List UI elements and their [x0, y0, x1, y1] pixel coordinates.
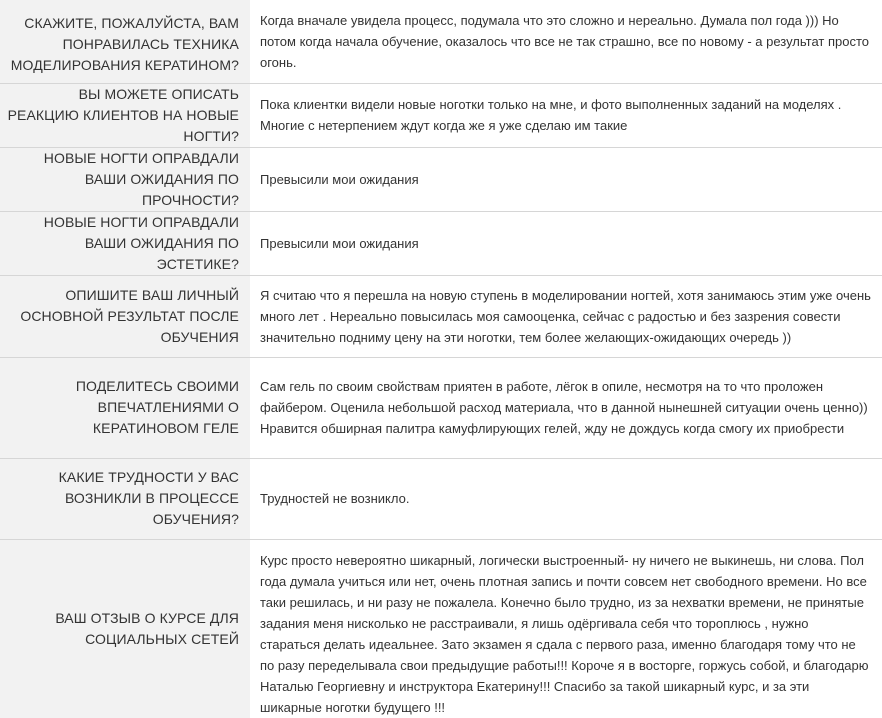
answer-cell: Когда вначале увидела процесс, подумала что это сложно и нереально. Думала пол года ))) Но потом когда начала обучение, оказалось что все не так страшно, все по новому - а результат просто огонь. — [250, 0, 882, 83]
table-row — [0, 147, 882, 211]
answer-cell: Сам гель по своим свойствам приятен в работе, лёгок в опиле, несмотря на то что проложен файбером. Оценила небольшой расход материала, что в данной нынешней ситуации очень ценно)) Нравится обширная палитра камуфлирующих гелей, жду не дождусь когда смогу их приобрести — [250, 357, 882, 458]
table-row — [0, 539, 882, 718]
table-row — [0, 0, 882, 83]
question-cell: КАКИЕ ТРУДНОСТИ У ВАС ВОЗНИКЛИ В ПРОЦЕССЕ ОБУЧЕНИЯ? — [0, 458, 250, 539]
question-cell: СКАЖИТЕ, ПОЖАЛУЙСТА, ВАМ ПОНРАВИЛАСЬ ТЕХНИКА МОДЕЛИРОВАНИЯ КЕРАТИНОМ? — [0, 0, 250, 83]
table-row — [0, 458, 882, 539]
answer-cell: Курс просто невероятно шикарный, логически выстроенный- ну ничего не выкинешь, ни слова. Пол года думала учиться или нет, очень плотная запись и почти совсем нет свободного времени. Но все таки решилась, и ни разу не пожалела. Конечно было трудно, из за нехватки времени, не принятые задания меня нисколько не расстраивали, я лишь одёргивала себя что тороплюсь , нужно стараться делать идеальнее. Зато экзамен я сдала с первого раза, именно благодаря тому что не по разу переделывала свои предыдущие работы!!! Короче я в восторге, горжусь собой, и благодарю Наталью Георгиевну и инструктора Екатерину!!! Спасибо за такой шикарный курс, и за эти шикарные ноготки будущего !!! — [250, 539, 882, 718]
table-row — [0, 357, 882, 458]
question-cell: НОВЫЕ НОГТИ ОПРАВДАЛИ ВАШИ ОЖИДАНИЯ ПО ПРОЧНОСТИ? — [0, 147, 250, 211]
table-row — [0, 83, 882, 147]
question-cell: ВЫ МОЖЕТЕ ОПИСАТЬ РЕАКЦИЮ КЛИЕНТОВ НА НОВЫЕ НОГТИ? — [0, 83, 250, 147]
answer-cell: Пока клиентки видели новые ноготки только на мне, и фото выполненных заданий на моделях . Многие с нетерпением ждут когда же я уже сделаю им такие — [250, 83, 882, 147]
answer-cell: Превысили мои ожидания — [250, 147, 882, 211]
answer-cell: Превысили мои ожидания — [250, 211, 882, 275]
table-row — [0, 275, 882, 357]
question-cell: ПОДЕЛИТЕСЬ СВОИМИ ВПЕЧАТЛЕНИЯМИ О КЕРАТИНОВОМ ГЕЛЕ — [0, 357, 250, 458]
answer-cell: Я считаю что я перешла на новую ступень в моделировании ногтей, хотя занимаюсь этим уже очень много лет . Нереально повысилась моя самооценка, сейчас с радостью и без зазрения совести значительно подниму цену на эти ноготки, тем более желающих-ожидающих очередь )) — [250, 275, 882, 357]
question-cell: ОПИШИТЕ ВАШ ЛИЧНЫЙ ОСНОВНОЙ РЕЗУЛЬТАТ ПОСЛЕ ОБУЧЕНИЯ — [0, 275, 250, 357]
question-cell: НОВЫЕ НОГТИ ОПРАВДАЛИ ВАШИ ОЖИДАНИЯ ПО ЭСТЕТИКЕ? — [0, 211, 250, 275]
answer-cell: Трудностей не возникло. — [250, 458, 882, 539]
table-row — [0, 211, 882, 275]
question-cell: ВАШ ОТЗЫВ О КУРСЕ ДЛЯ СОЦИАЛЬНЫХ СЕТЕЙ — [0, 539, 250, 718]
